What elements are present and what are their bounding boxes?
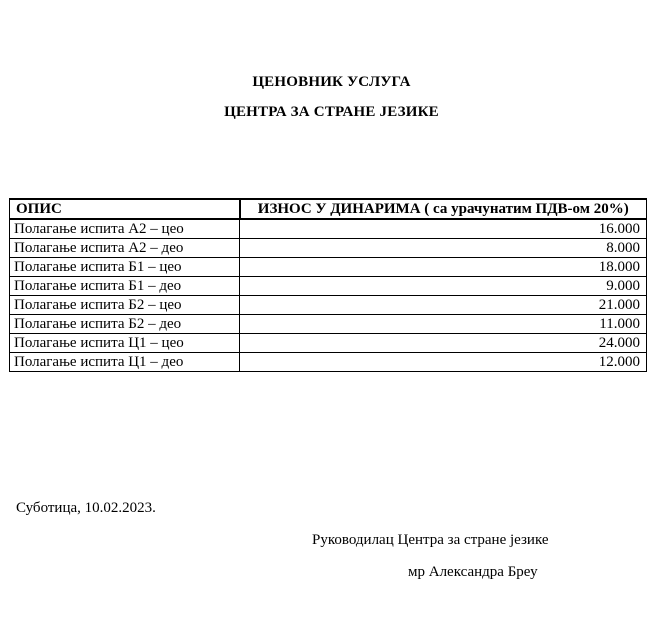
row-description: Полагање испита Б2 – део bbox=[10, 315, 240, 334]
table-row bbox=[10, 315, 647, 334]
price-table bbox=[9, 198, 647, 372]
row-description: Полагање испита А2 – део bbox=[10, 239, 240, 258]
table-row bbox=[10, 353, 647, 372]
table-row bbox=[10, 239, 647, 258]
signatory-name: мр Александра Бреу bbox=[408, 564, 538, 580]
row-description: Полагање испита А2 – цео bbox=[10, 219, 240, 239]
row-description: Полагање испита Ц1 – део bbox=[10, 353, 240, 372]
column-header-amount: ИЗНОС У ДИНАРИМА ( са урачунатим ПДВ-ом 20%) bbox=[240, 199, 647, 219]
row-amount: 24.000 bbox=[240, 334, 647, 353]
row-amount: 11.000 bbox=[240, 315, 647, 334]
table-row bbox=[10, 334, 647, 353]
table-row bbox=[10, 277, 647, 296]
row-amount: 12.000 bbox=[240, 353, 647, 372]
document-title: ЦЕНОВНИК УСЛУГА bbox=[252, 74, 411, 90]
column-header-description: ОПИС bbox=[10, 199, 240, 219]
row-description: Полагање испита Б1 – део bbox=[10, 277, 240, 296]
signatory-title: Руководилац Центра за стране језике bbox=[312, 532, 549, 548]
row-amount: 21.000 bbox=[240, 296, 647, 315]
row-description: Полагање испита Б1 – цео bbox=[10, 258, 240, 277]
row-description: Полагање испита Ц1 – цео bbox=[10, 334, 240, 353]
table-row bbox=[10, 296, 647, 315]
table-row bbox=[10, 219, 647, 239]
table-header-row bbox=[10, 199, 647, 219]
table-row bbox=[10, 258, 647, 277]
document-subtitle: ЦЕНТРА ЗА СТРАНЕ ЈЕЗИКЕ bbox=[224, 104, 439, 120]
place-date: Суботица, 10.02.2023. bbox=[16, 500, 156, 516]
row-amount: 16.000 bbox=[240, 219, 647, 239]
row-amount: 8.000 bbox=[240, 239, 647, 258]
row-amount: 9.000 bbox=[240, 277, 647, 296]
row-description: Полагање испита Б2 – цео bbox=[10, 296, 240, 315]
row-amount: 18.000 bbox=[240, 258, 647, 277]
